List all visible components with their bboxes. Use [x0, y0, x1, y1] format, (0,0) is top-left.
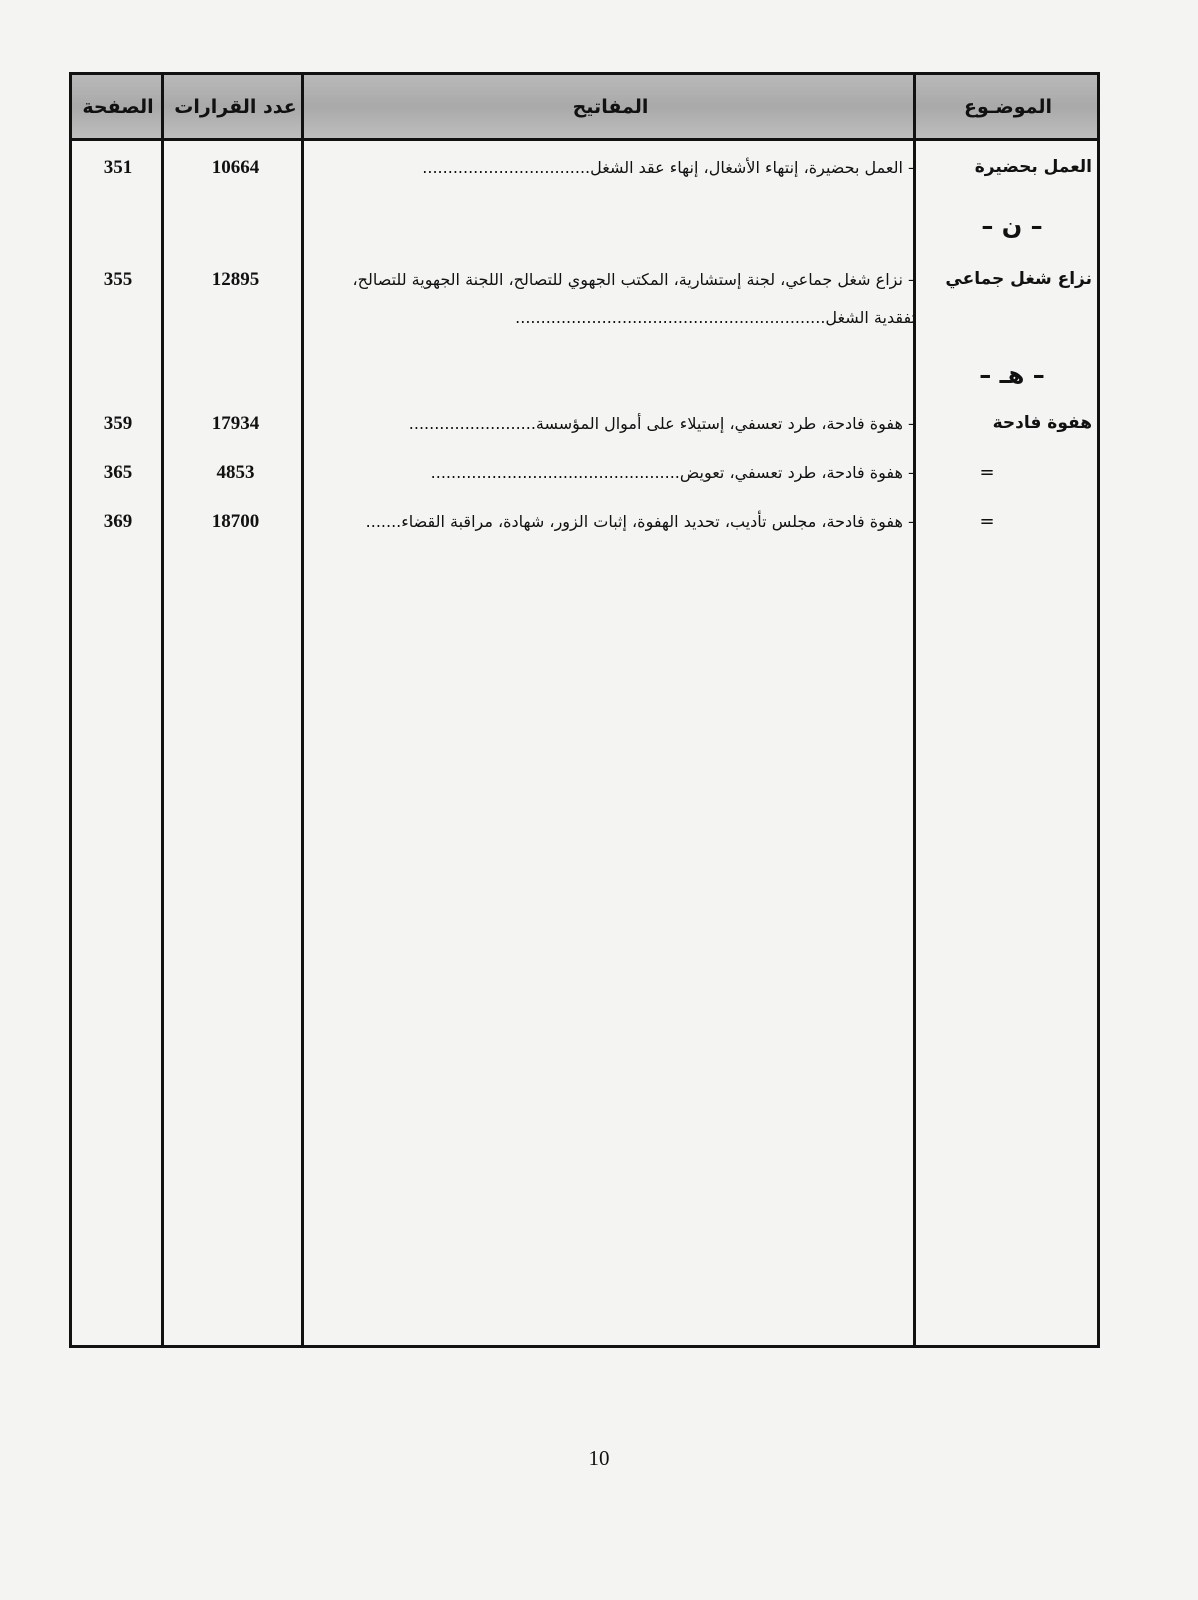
column-divider	[161, 75, 164, 1345]
header-page: الصفحة	[82, 95, 154, 118]
subject-cell: =	[979, 462, 995, 483]
page-cell: 369	[103, 511, 133, 532]
keywords-cell: – هفوة فادحة، طرد تعسفي، إستيلاء على أموال المؤسسة.........................	[408, 414, 916, 433]
index-table	[69, 72, 1100, 1348]
table-header	[72, 75, 1097, 141]
page-cell: 351	[103, 157, 133, 178]
header-keywords: المفاتيح	[572, 95, 649, 118]
page-number: 10	[588, 1446, 610, 1470]
keywords-cell: – هفوة فادحة، مجلس تأديب، تحديد الهفوة، إثبات الزور، شهادة، مراقبة القضاء.......	[365, 512, 916, 531]
subject-cell: =	[979, 511, 995, 532]
header-decision-number: عدد القرارات	[174, 95, 297, 118]
section-letter: – ن –	[981, 212, 1043, 240]
column-divider	[301, 75, 304, 1345]
section-letter: – هـ –	[979, 361, 1045, 389]
page-cell: 365	[103, 462, 133, 483]
header-subject: الموضـوع	[963, 95, 1053, 118]
subject-cell: هفوة فادحة	[992, 413, 1092, 433]
keywords-cell: – العمل بحضيرة، إنتهاء الأشغال، إنهاء عقد الشغل.................................	[422, 158, 916, 177]
decision-number-cell: 12895	[211, 269, 260, 290]
subject-cell: العمل بحضيرة	[974, 157, 1092, 177]
keywords-cell: – نزاع شغل جماعي، لجنة إستشارية، المكتب الجهوي للتصالح، اللجنة الجهوية للتصالح، تفقدية الشغل.............................................................	[352, 270, 916, 327]
subject-cell: نزاع شغل جماعي	[945, 269, 1092, 289]
keywords-cell: – هفوة فادحة، طرد تعسفي، تعويض.................................................	[430, 463, 916, 482]
decision-number-cell: 17934	[211, 413, 260, 434]
decision-number-cell: 4853	[216, 462, 255, 483]
decision-number-cell: 18700	[211, 511, 260, 532]
page-cell: 355	[103, 269, 133, 290]
decision-number-cell: 10664	[211, 157, 260, 178]
page-cell: 359	[103, 413, 133, 434]
